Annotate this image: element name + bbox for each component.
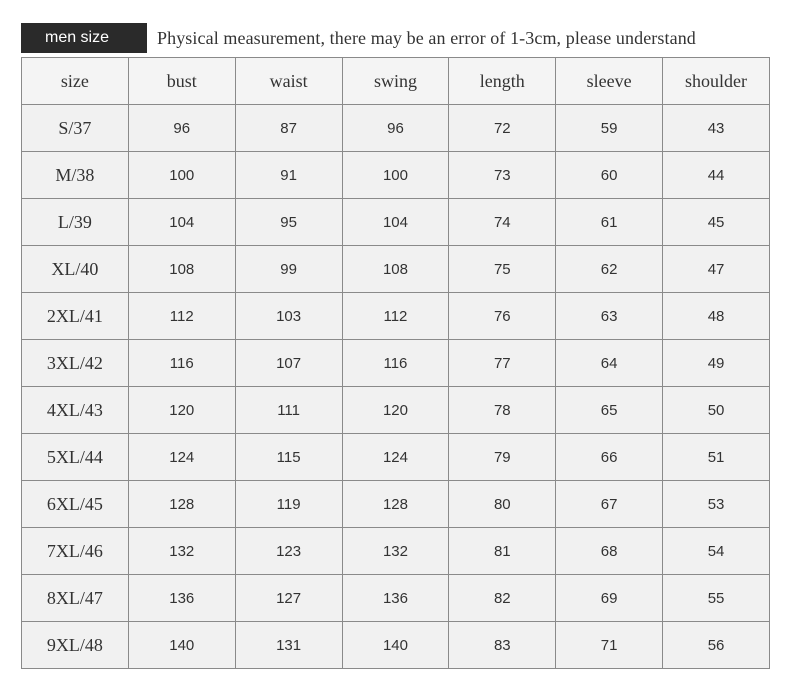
column-header-length: length [449, 58, 556, 105]
cell-size: 6XL/45 [22, 481, 129, 528]
cell-waist: 115 [235, 434, 342, 481]
table-body [22, 105, 770, 669]
cell-swing: 128 [342, 481, 449, 528]
cell-swing: 112 [342, 293, 449, 340]
cell-size: 5XL/44 [22, 434, 129, 481]
cell-sleeve: 67 [556, 481, 663, 528]
column-header-waist: waist [235, 58, 342, 105]
cell-bust: 116 [128, 340, 235, 387]
table-row [22, 528, 770, 575]
cell-sleeve: 62 [556, 246, 663, 293]
cell-swing: 96 [342, 105, 449, 152]
cell-length: 75 [449, 246, 556, 293]
table-row [22, 199, 770, 246]
table-row [22, 622, 770, 669]
cell-waist: 99 [235, 246, 342, 293]
cell-shoulder: 56 [663, 622, 770, 669]
table-row [22, 340, 770, 387]
cell-sleeve: 71 [556, 622, 663, 669]
cell-sleeve: 65 [556, 387, 663, 434]
cell-swing: 116 [342, 340, 449, 387]
cell-shoulder: 43 [663, 105, 770, 152]
cell-size: 2XL/41 [22, 293, 129, 340]
cell-shoulder: 47 [663, 246, 770, 293]
cell-swing: 136 [342, 575, 449, 622]
cell-waist: 131 [235, 622, 342, 669]
cell-length: 80 [449, 481, 556, 528]
cell-size: 8XL/47 [22, 575, 129, 622]
cell-size: M/38 [22, 152, 129, 199]
cell-swing: 132 [342, 528, 449, 575]
cell-size: XL/40 [22, 246, 129, 293]
cell-sleeve: 69 [556, 575, 663, 622]
cell-waist: 87 [235, 105, 342, 152]
cell-swing: 108 [342, 246, 449, 293]
cell-shoulder: 53 [663, 481, 770, 528]
cell-sleeve: 68 [556, 528, 663, 575]
cell-bust: 120 [128, 387, 235, 434]
cell-length: 82 [449, 575, 556, 622]
table-row [22, 481, 770, 528]
table-row [22, 105, 770, 152]
cell-sleeve: 64 [556, 340, 663, 387]
cell-bust: 96 [128, 105, 235, 152]
cell-length: 79 [449, 434, 556, 481]
cell-bust: 112 [128, 293, 235, 340]
men-size-badge: men size [21, 23, 147, 53]
cell-size: L/39 [22, 199, 129, 246]
column-header-size: size [22, 58, 129, 105]
chart-header [21, 23, 696, 53]
cell-sleeve: 61 [556, 199, 663, 246]
column-header-sleeve: sleeve [556, 58, 663, 105]
cell-sleeve: 59 [556, 105, 663, 152]
cell-sleeve: 66 [556, 434, 663, 481]
cell-sleeve: 60 [556, 152, 663, 199]
cell-bust: 140 [128, 622, 235, 669]
cell-length: 72 [449, 105, 556, 152]
cell-length: 74 [449, 199, 556, 246]
cell-waist: 119 [235, 481, 342, 528]
cell-size: 9XL/48 [22, 622, 129, 669]
cell-waist: 95 [235, 199, 342, 246]
cell-bust: 124 [128, 434, 235, 481]
table-row [22, 575, 770, 622]
cell-length: 83 [449, 622, 556, 669]
table-row [22, 434, 770, 481]
cell-sleeve: 63 [556, 293, 663, 340]
cell-waist: 107 [235, 340, 342, 387]
cell-waist: 111 [235, 387, 342, 434]
cell-swing: 104 [342, 199, 449, 246]
cell-length: 73 [449, 152, 556, 199]
column-header-bust: bust [128, 58, 235, 105]
table-row [22, 152, 770, 199]
cell-size: 4XL/43 [22, 387, 129, 434]
cell-shoulder: 51 [663, 434, 770, 481]
cell-waist: 123 [235, 528, 342, 575]
cell-shoulder: 45 [663, 199, 770, 246]
cell-shoulder: 44 [663, 152, 770, 199]
column-header-shoulder: shoulder [663, 58, 770, 105]
cell-bust: 104 [128, 199, 235, 246]
cell-swing: 100 [342, 152, 449, 199]
table-header-row [22, 58, 770, 105]
table-row [22, 293, 770, 340]
cell-waist: 127 [235, 575, 342, 622]
size-table [21, 57, 770, 669]
cell-swing: 124 [342, 434, 449, 481]
cell-bust: 128 [128, 481, 235, 528]
cell-length: 76 [449, 293, 556, 340]
cell-bust: 100 [128, 152, 235, 199]
cell-size: S/37 [22, 105, 129, 152]
table-row [22, 246, 770, 293]
cell-size: 7XL/46 [22, 528, 129, 575]
cell-shoulder: 54 [663, 528, 770, 575]
cell-shoulder: 55 [663, 575, 770, 622]
cell-waist: 103 [235, 293, 342, 340]
cell-shoulder: 50 [663, 387, 770, 434]
cell-waist: 91 [235, 152, 342, 199]
column-header-swing: swing [342, 58, 449, 105]
cell-bust: 108 [128, 246, 235, 293]
cell-size: 3XL/42 [22, 340, 129, 387]
cell-shoulder: 48 [663, 293, 770, 340]
cell-length: 78 [449, 387, 556, 434]
cell-bust: 132 [128, 528, 235, 575]
cell-length: 77 [449, 340, 556, 387]
table-row [22, 387, 770, 434]
cell-swing: 120 [342, 387, 449, 434]
cell-swing: 140 [342, 622, 449, 669]
measurement-note: Physical measurement, there may be an error of 1-3cm, please understand [157, 27, 696, 48]
cell-bust: 136 [128, 575, 235, 622]
cell-shoulder: 49 [663, 340, 770, 387]
cell-length: 81 [449, 528, 556, 575]
